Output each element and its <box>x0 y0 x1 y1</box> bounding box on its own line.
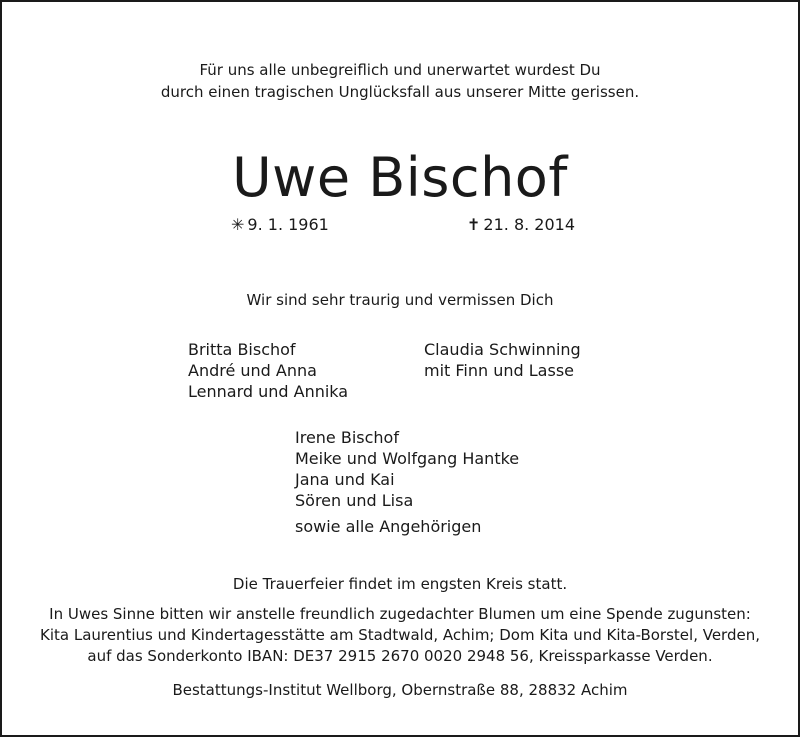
mourner-name: Sören und Lisa <box>295 491 414 510</box>
mourner-name: Meike und Wolfgang Hantke <box>295 449 520 468</box>
mourner-name: Irene Bischof <box>295 428 399 447</box>
donation-note <box>2 604 798 667</box>
death-date <box>467 214 575 236</box>
mourner-name: Claudia Schwinning <box>424 340 581 359</box>
death-date-value: 21. 8. 2014 <box>483 215 576 234</box>
ceremony-note: Die Trauerfeier findet im engsten Kreis statt. <box>232 575 568 593</box>
birth-date-value: 9. 1. 1961 <box>247 215 329 234</box>
donation-line-3: auf das Sonderkonto IBAN: DE37 2915 2670 0020 2948 56, Kreissparkasse Verden. <box>87 647 713 665</box>
relatives-line: sowie alle Angehörigen <box>295 517 482 536</box>
mourners-right <box>424 339 581 381</box>
birth-star-icon: ✳ <box>231 215 245 234</box>
mourner-name: mit Finn und Lasse <box>424 361 574 380</box>
donation-line-2: Kita Laurentius und Kindertagesstätte am Stadtwald, Achim; Dom Kita und Kita-Borstel, Verden, <box>40 626 760 644</box>
deceased-name: Uwe Bischof <box>232 146 568 209</box>
birth-date <box>231 214 329 236</box>
mourners-middle <box>295 427 519 511</box>
grief-line: Wir sind sehr traurig und vermissen Dich <box>246 291 554 309</box>
mourner-name: André und Anna <box>188 361 317 380</box>
intro-text <box>2 59 798 103</box>
intro-line-2: durch einen tragischen Unglücksfall aus unserer Mitte gerissen. <box>160 83 640 101</box>
mourner-name: Britta Bischof <box>188 340 296 359</box>
mourner-name: Jana und Kai <box>295 470 395 489</box>
mourner-name: Lennard und Annika <box>188 382 349 401</box>
donation-line-1: In Uwes Sinne bitten wir anstelle freundlich zugedachter Blumen um eine Spende zugunsten: <box>49 605 751 623</box>
death-cross-icon: ✝ <box>467 215 481 234</box>
intro-line-1: Für uns alle unbegreiflich und unerwartet wurdest Du <box>199 61 601 79</box>
mourners-left <box>188 339 348 402</box>
funeral-home: Bestattungs-Institut Wellborg, Obernstraße 88, 28832 Achim <box>172 681 628 699</box>
